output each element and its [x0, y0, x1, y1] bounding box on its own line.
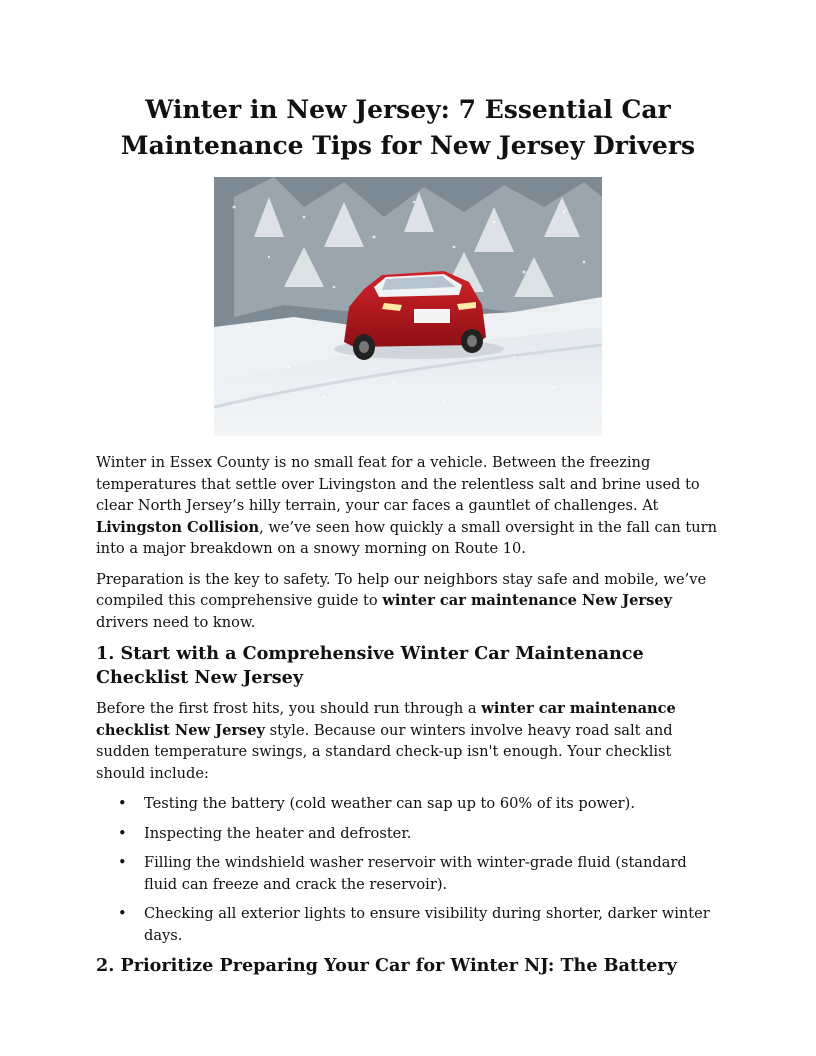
- section-1-heading: 1. Start with a Comprehensive Winter Car Maintenance Checklist New Jersey: [96, 643, 644, 688]
- bullet-icon: •: [118, 795, 127, 812]
- bullet-icon: •: [118, 854, 127, 871]
- snowy-road-car-photo-icon: [214, 177, 602, 436]
- list-item-text: Filling the windshield washer reservoir with winter-grade fluid (standard fluid can freeze and crack the reservoir).: [144, 854, 687, 893]
- intro-text: Winter in Essex County is no small feat for a vehicle. Between the freezing temperatures that settle over Livingston and the relentless salt and brine used to clear North Jersey’s hilly terrain, your car faces a gauntlet of challenges. At: [96, 454, 700, 514]
- section-1-keyword: winter car maintenance checklist New Jersey: [96, 700, 676, 739]
- list-item: [118, 823, 722, 845]
- section-1-paragraph: [96, 698, 722, 784]
- section-1-text: Before the first frost hits, you should run through a: [96, 700, 482, 717]
- prep-paragraph: [96, 569, 722, 634]
- bullet-icon: •: [118, 824, 127, 842]
- brand-name: Livingston Collision: [96, 518, 260, 536]
- list-item: [118, 852, 722, 895]
- prep-text-end: drivers need to know.: [96, 613, 256, 631]
- section-2-heading: 2. Prioritize Preparing Your Car for Winter NJ: The Battery: [96, 955, 677, 976]
- bullet-icon: •: [118, 905, 127, 922]
- article-body: [96, 452, 722, 986]
- prep-text: Preparation is the key to safety. To help our neighbors stay safe and mobile, we’ve compiled this comprehensive guide to: [96, 570, 707, 609]
- intro-text-end: , we’ve seen how quickly a small oversight in the fall can turn into a major breakdown on a snowy morning on Route 10.: [96, 518, 718, 557]
- page-title: Winter in New Jersey: 7 Essential Car Maintenance Tips for New Jersey Drivers: [120, 95, 696, 160]
- list-item: [118, 903, 722, 946]
- checklist: [96, 793, 722, 946]
- list-item-text: Testing the battery (cold weather can sap up to 60% of its power).: [144, 795, 635, 812]
- list-item: [118, 793, 722, 815]
- hero-image: [214, 177, 602, 436]
- intro-paragraph: [96, 452, 722, 560]
- list-item-text: Inspecting the heater and defroster.: [144, 824, 412, 842]
- list-item-text: Checking all exterior lights to ensure visibility during shorter, darker winter days.: [144, 905, 710, 944]
- section-1-text-end: style. Because our winters involve heavy road salt and sudden temperature swings, a standard check-up isn't enough. Your checklist should include:: [96, 721, 673, 782]
- prep-keyword: winter car maintenance New Jersey: [382, 592, 673, 609]
